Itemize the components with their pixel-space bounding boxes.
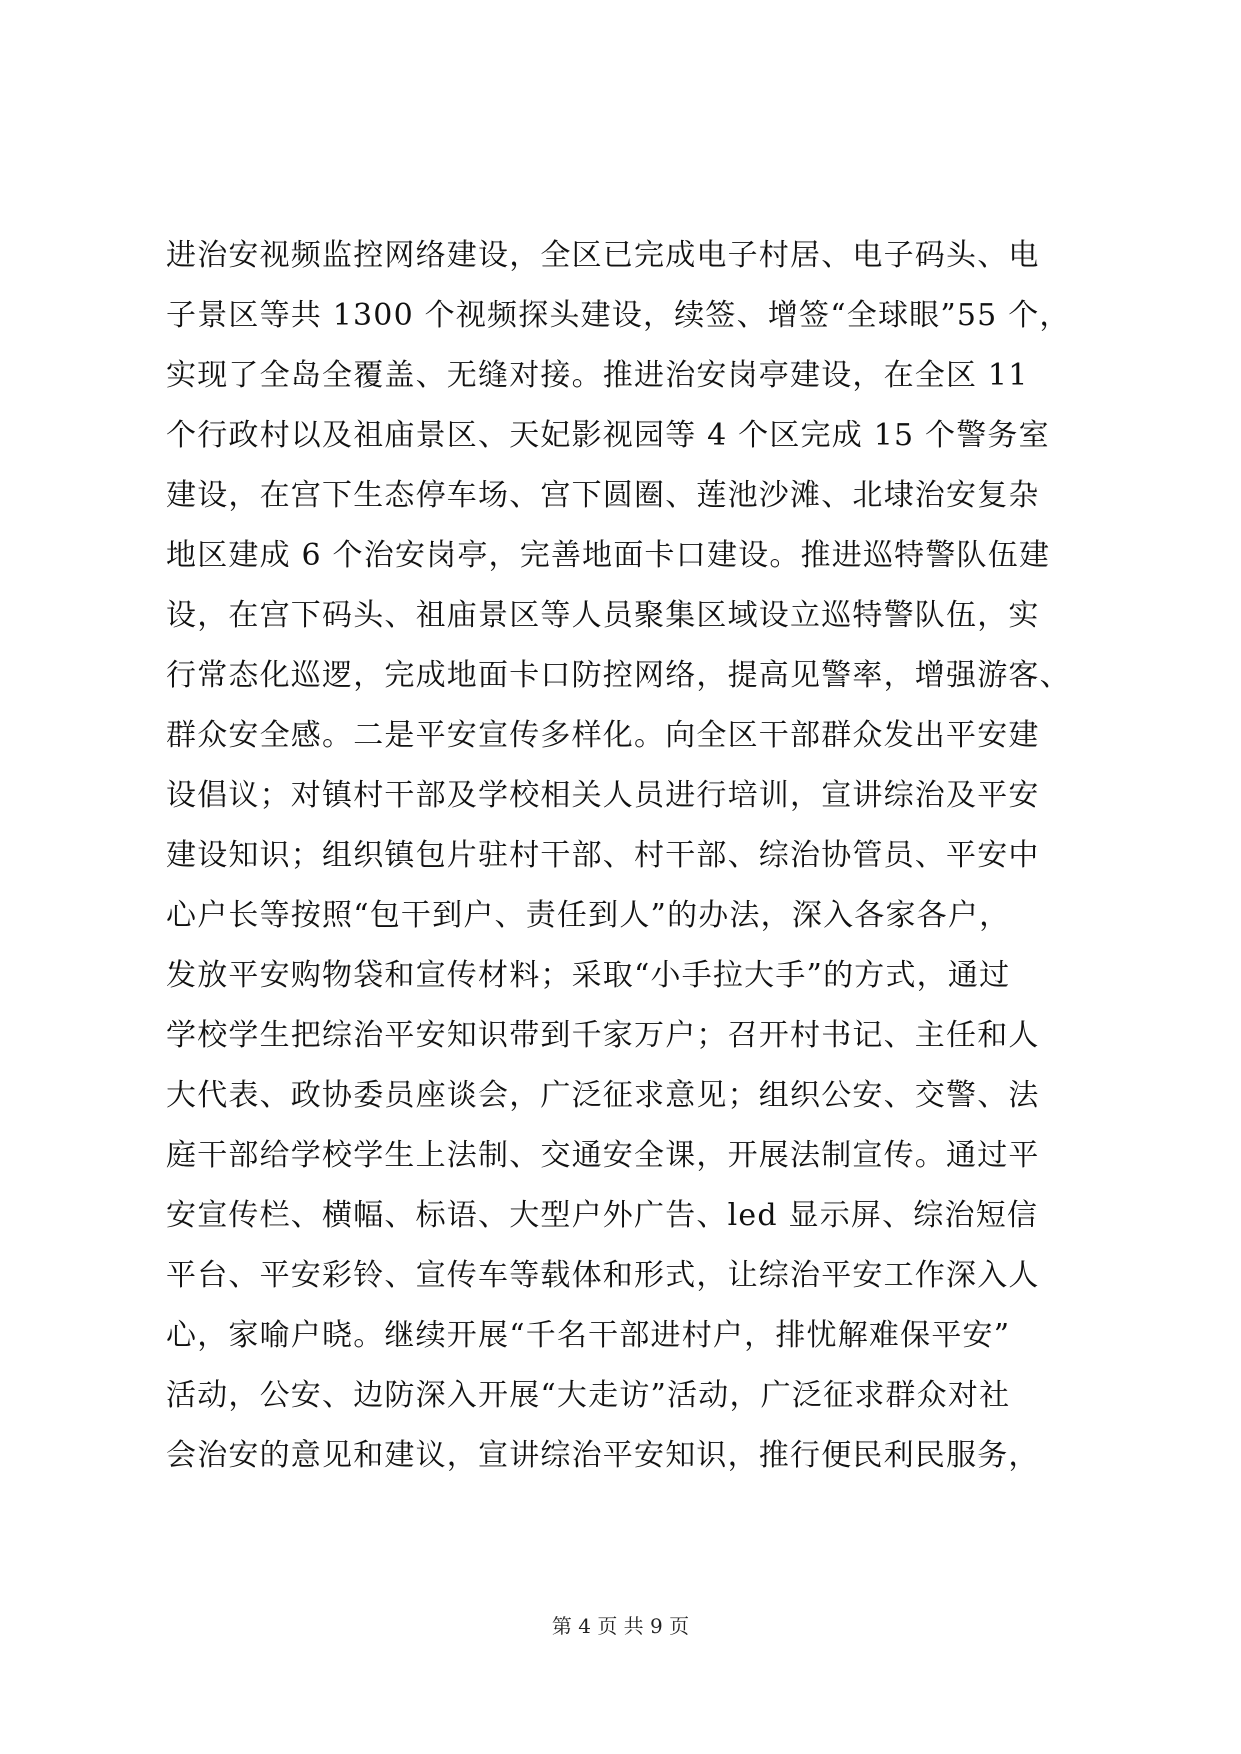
- text-line: 设，在宫下码头、祖庙景区等人员聚集区域设立巡特警队伍，实: [166, 598, 1040, 633]
- text-line: 设倡议；对镇村干部及学校相关人员进行培训，宣讲综治及平安: [166, 778, 1040, 813]
- text-line: 心户长等按照“包干到户、责任到人”的办法，深入各家各户，: [166, 898, 1011, 933]
- text-line: 行常态化巡逻，完成地面卡口防控网络，提高见警率，增强游客、: [166, 658, 1071, 693]
- text-line: 群众安全感。二是平安宣传多样化。向全区干部群众发出平安建: [166, 718, 1040, 753]
- text-line: 子景区等共 1300 个视频探头建设，续签、增签“全球眼”55 个，: [166, 298, 1071, 333]
- text-line: 发放平安购物袋和宣传材料；采取“小手拉大手”的方式，通过: [166, 958, 1011, 993]
- text-line: 心，家喻户晓。继续开展“千名干部进村户，排忧解难保平安”: [166, 1318, 1011, 1353]
- text-line: 庭干部给学校学生上法制、交通安全课，开展法制宣传。通过平: [166, 1138, 1040, 1173]
- body-text: [166, 226, 1086, 1486]
- text-line: 会治安的意见和建议，宣讲综治平安知识，推行便民利民服务，: [166, 1438, 1040, 1473]
- text-line: 平台、平安彩铃、宣传车等载体和形式，让综治平安工作深入人: [166, 1258, 1040, 1293]
- text-line: 建设，在宫下生态停车场、宫下圆圈、莲池沙滩、北埭治安复杂: [166, 478, 1040, 513]
- text-line: 建设知识；组织镇包片驻村干部、村干部、综治协管员、平安中: [166, 838, 1040, 873]
- text-line: 活动，公安、边防深入开展“大走访”活动，广泛征求群众对社: [166, 1378, 1011, 1413]
- text-line: 地区建成 6 个治安岗亭，完善地面卡口建设。推进巡特警队伍建: [166, 538, 1051, 573]
- text-line: 学校学生把综治平安知识带到千家万户；召开村书记、主任和人: [166, 1018, 1040, 1053]
- text-line: 安宣传栏、横幅、标语、大型户外广告、led 显示屏、综治短信: [166, 1198, 1039, 1233]
- text-line: 进治安视频监控网络建设，全区已完成电子村居、电子码头、电: [166, 238, 1040, 273]
- text-line: 大代表、政协委员座谈会，广泛征求意见；组织公安、交警、法: [166, 1078, 1040, 1113]
- text-line: 个行政村以及祖庙景区、天妃影视园等 4 个区完成 15 个警务室: [166, 418, 1050, 453]
- page-footer: 第 4 页 共 9 页: [551, 1614, 690, 1638]
- text-line: 实现了全岛全覆盖、无缝对接。推进治安岗亭建设，在全区 11: [166, 358, 1029, 393]
